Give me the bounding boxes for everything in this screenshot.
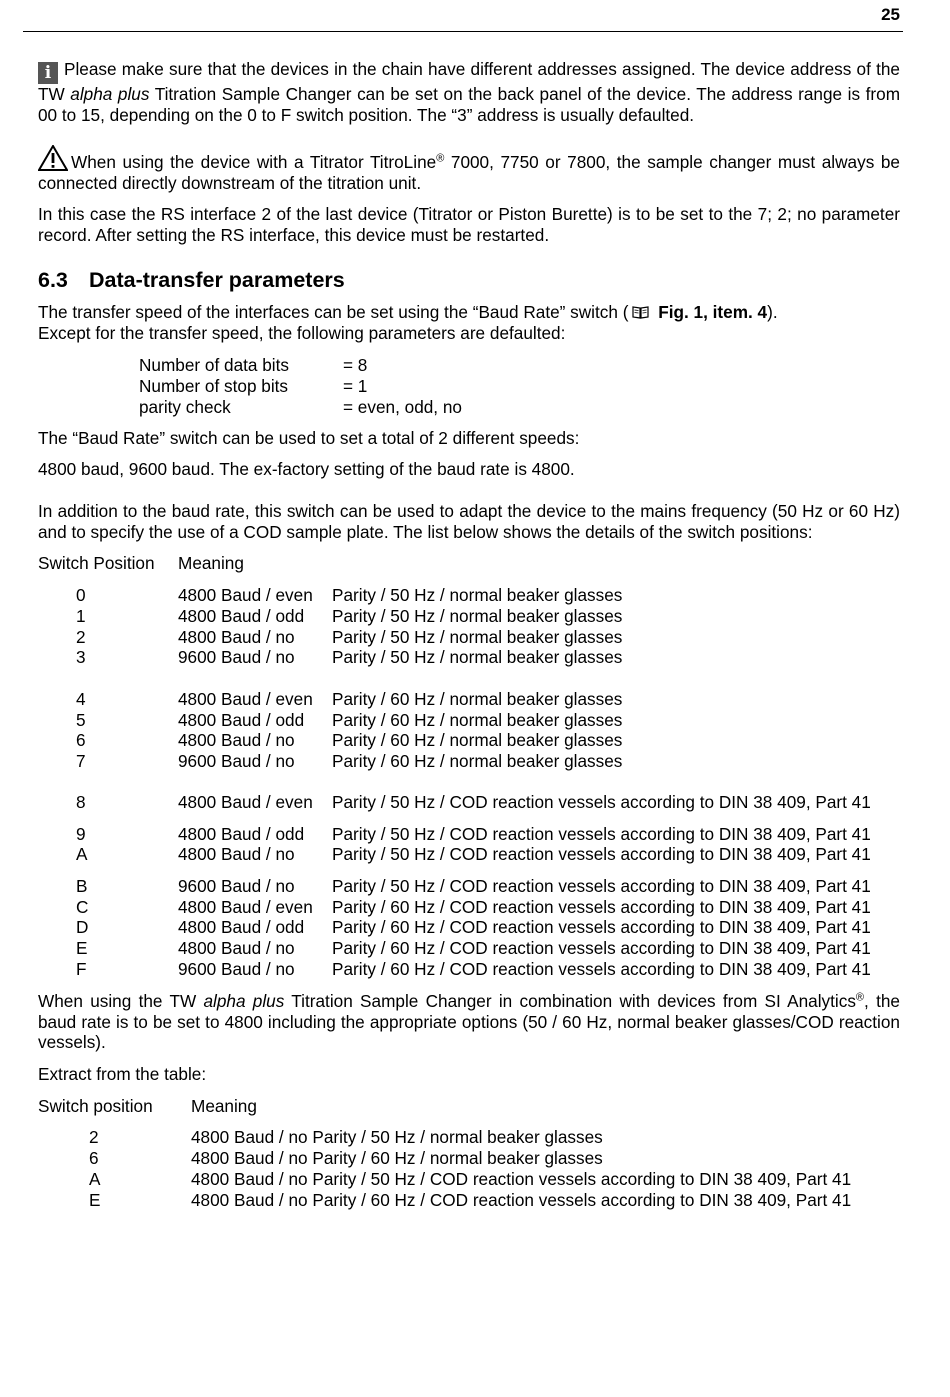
table-header: [178, 553, 244, 574]
baud-setting: 4800 Baud / odd: [178, 824, 305, 844]
baud-setting: 9600 Baud / no: [178, 876, 295, 896]
column-header-position: Switch position: [38, 1096, 153, 1116]
warning-icon: [38, 145, 68, 171]
baud-setting: 4800 Baud / no: [178, 844, 295, 864]
baud-speeds-paragraph: The “Baud Rate” switch can be used to set a total of 2 different speeds:: [38, 428, 580, 448]
product-name: alpha plus: [70, 84, 150, 104]
switch-position: 5: [76, 710, 86, 730]
setting-detail: Parity / 50 Hz / normal beaker glasses: [332, 606, 623, 626]
combination-text-start: When using the TW: [38, 991, 204, 1011]
baud-setting: 4800 Baud / odd: [178, 606, 305, 626]
switch-position: 3: [76, 647, 86, 667]
column-header-meaning: Meaning: [178, 553, 244, 573]
switch-position: 2: [76, 627, 86, 647]
setting-detail: Parity / 50 Hz / COD reaction vessels according to DIN 38 409, Part 41: [332, 792, 871, 812]
combination-paragraph: [38, 991, 900, 1053]
switch-position: 0: [76, 585, 86, 605]
parameter-label: parity check: [139, 397, 231, 417]
parameter-value: = 8: [343, 355, 368, 375]
setting-detail: Parity / 60 Hz / normal beaker glasses: [332, 751, 623, 771]
baud-setting: 4800 Baud / odd: [178, 710, 305, 730]
switch-position: D: [76, 917, 89, 937]
setting-detail: Parity / 60 Hz / COD reaction vessels according to DIN 38 409, Part 41: [332, 938, 871, 958]
switch-position: A: [76, 844, 88, 864]
baud-default-paragraph: 4800 baud, 9600 baud. The ex-factory setting of the baud rate is 4800.: [38, 459, 575, 479]
setting-meaning: 4800 Baud / no Parity / 60 Hz / COD reaction vessels according to DIN 38 409, Part 41: [191, 1190, 852, 1210]
setting-detail: Parity / 50 Hz / normal beaker glasses: [332, 627, 623, 647]
switch-position: A: [89, 1169, 101, 1189]
setting-detail: Parity / 60 Hz / normal beaker glasses: [332, 730, 623, 750]
transfer-text-end: ).: [767, 302, 778, 322]
info-note-text-start: Please make sure that the devices in the chain have different addresses assigned. The device address of the TW: [38, 59, 900, 104]
parameter-value: = even, odd, no: [343, 397, 462, 417]
baud-setting: 4800 Baud / even: [178, 585, 313, 605]
switch-position: 2: [89, 1127, 99, 1147]
baud-setting: 4800 Baud / no: [178, 938, 295, 958]
section-number: 6.3: [38, 268, 68, 292]
info-note-text-end: Titration Sample Changer can be set on the back panel of the device. The address range is from 00 to 15, depending on the 0 to F switch position. The “3” address is usually defaulted.: [38, 84, 901, 125]
setting-detail: Parity / 50 Hz / COD reaction vessels according to DIN 38 409, Part 41: [332, 824, 871, 844]
switch-position: 8: [76, 792, 86, 812]
transfer-text-start: The transfer speed of the interfaces can be set using the “Baud Rate” switch (: [38, 302, 629, 322]
setting-detail: Parity / 60 Hz / COD reaction vessels according to DIN 38 409, Part 41: [332, 917, 871, 937]
baud-setting: 4800 Baud / no: [178, 730, 295, 750]
table-header: [38, 1096, 153, 1117]
extract-label: Extract from the table:: [38, 1064, 207, 1084]
info-icon: i: [38, 62, 58, 84]
setting-meaning: 4800 Baud / no Parity / 60 Hz / normal beaker glasses: [191, 1148, 603, 1168]
transfer-paragraph-line2: Except for the transfer speed, the following parameters are defaulted:: [38, 323, 566, 343]
switch-position: 9: [76, 824, 86, 844]
warning-note: [38, 145, 900, 193]
product-name: alpha plus: [203, 991, 285, 1011]
switch-position: 7: [76, 751, 86, 771]
parameter-label: Number of data bits: [139, 355, 289, 375]
baud-setting: 4800 Baud / no: [178, 627, 295, 647]
switch-position: 6: [76, 730, 86, 750]
setting-detail: Parity / 60 Hz / COD reaction vessels according to DIN 38 409, Part 41: [332, 897, 871, 917]
baud-setting: 9600 Baud / no: [178, 959, 295, 979]
section-heading: [38, 267, 345, 293]
combination-text-end: , the baud rate is to be set to 4800 including the appropriate options (50 / 60 Hz, normal beaker glasses/COD reaction vessels).: [38, 991, 900, 1053]
switch-position: C: [76, 897, 89, 917]
table-header: [38, 553, 155, 574]
parameter-label: Number of stop bits: [139, 376, 289, 396]
switch-position: E: [76, 938, 88, 958]
switch-position: E: [89, 1190, 101, 1210]
setting-detail: Parity / 50 Hz / normal beaker glasses: [332, 647, 623, 667]
switch-position: B: [76, 876, 88, 896]
switch-position: F: [76, 959, 87, 979]
warning-note-text-start: When using the device with a Titrator TitroLine: [71, 152, 437, 172]
warning-note-text-end: 7000, 7750 or 7800, the sample changer must always be connected directly downstream of the titration unit.: [38, 152, 900, 193]
parameter-value: = 1: [343, 376, 368, 396]
column-header-position: Switch Position: [38, 553, 155, 573]
setting-detail: Parity / 60 Hz / normal beaker glasses: [332, 689, 623, 709]
setting-detail: Parity / 50 Hz / normal beaker glasses: [332, 585, 623, 605]
baud-setting: 9600 Baud / no: [178, 751, 295, 771]
baud-setting: 4800 Baud / even: [178, 792, 313, 812]
setting-detail: Parity / 50 Hz / COD reaction vessels according to DIN 38 409, Part 41: [332, 844, 871, 864]
setting-detail: Parity / 50 Hz / COD reaction vessels according to DIN 38 409, Part 41: [332, 876, 871, 896]
switch-position: 4: [76, 689, 86, 709]
transfer-paragraph: [38, 302, 900, 323]
setting-meaning: 4800 Baud / no Parity / 50 Hz / COD reaction vessels according to DIN 38 409, Part 41: [191, 1169, 852, 1189]
registered-mark: ®: [855, 991, 865, 1004]
switch-position: 6: [89, 1148, 99, 1168]
header-rule: [23, 31, 903, 32]
rs-interface-paragraph: In this case the RS interface 2 of the last device (Titrator or Piston Burette) is to be set to the 7; 2; no parameter record. After setting the RS interface, this device must be restarted.: [38, 204, 900, 245]
column-header-meaning: Meaning: [191, 1096, 257, 1116]
baud-setting: 9600 Baud / no: [178, 647, 295, 667]
addition-paragraph: In addition to the baud rate, this switch can be used to adapt the device to the mains frequency (50 Hz or 60 Hz) and to specify the use of a COD sample plate. The list below shows the details of the switch positions:: [38, 501, 900, 542]
registered-mark: ®: [436, 152, 445, 165]
page-number: 25: [881, 5, 900, 24]
baud-setting: 4800 Baud / odd: [178, 917, 305, 937]
combination-text-middle: Titration Sample Changer in combination with devices from SI Analytics: [284, 991, 856, 1011]
setting-meaning: 4800 Baud / no Parity / 50 Hz / normal beaker glasses: [191, 1127, 603, 1147]
baud-setting: 4800 Baud / even: [178, 897, 313, 917]
info-note: [38, 59, 900, 125]
book-icon: [632, 305, 649, 319]
table-header: [191, 1096, 257, 1117]
figure-reference: Fig. 1, item. 4: [658, 302, 768, 322]
baud-setting: 4800 Baud / even: [178, 689, 313, 709]
setting-detail: Parity / 60 Hz / normal beaker glasses: [332, 710, 623, 730]
switch-position: 1: [76, 606, 86, 626]
setting-detail: Parity / 60 Hz / COD reaction vessels according to DIN 38 409, Part 41: [332, 959, 871, 979]
section-title: Data-transfer parameters: [89, 268, 345, 292]
